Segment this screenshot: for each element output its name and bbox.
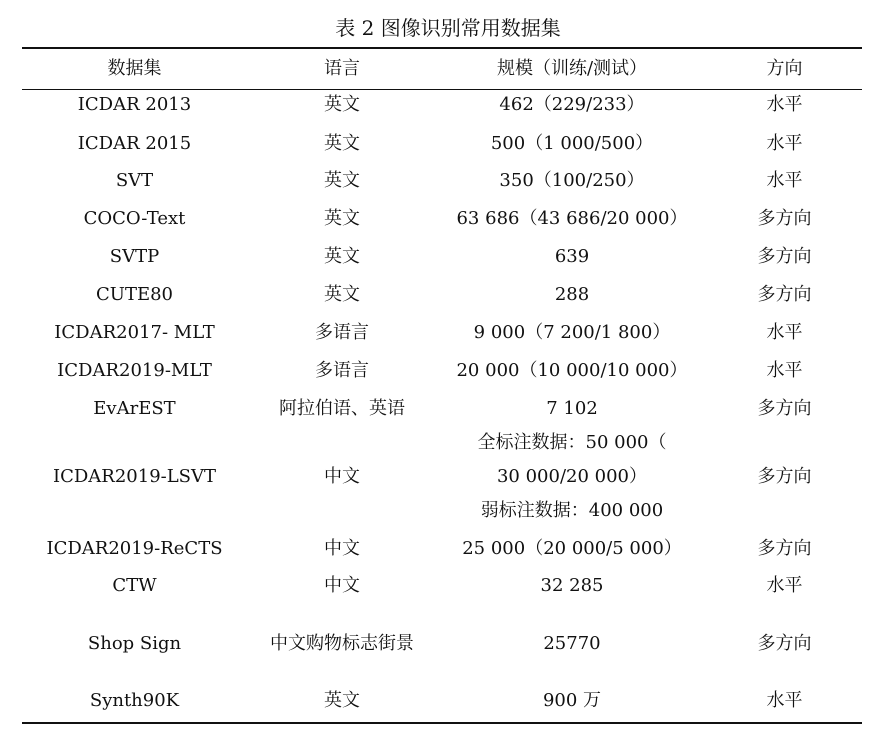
header-scale: 规模（训练/测试） (496, 58, 648, 79)
scale-line: 25770 (543, 633, 601, 654)
orientation-cell: 多方向 (757, 466, 812, 487)
header-dataset: 数据集 (107, 58, 162, 79)
language-cell: 多语言 (315, 321, 369, 343)
table-row (22, 390, 862, 427)
dataset-cell: CUTE80 (96, 283, 173, 305)
scale-cell (437, 680, 707, 721)
scale-cell (437, 352, 707, 389)
bottom-rule (22, 722, 862, 724)
language-cell: 英文 (324, 245, 360, 267)
table-row (22, 352, 862, 389)
table-row (22, 200, 862, 237)
scale-line: 弱标注数据：400 000 (480, 500, 664, 521)
scale-line: 30 000/20 000） (496, 466, 647, 487)
scale-line: 63 686（43 686/20 000） (456, 207, 688, 229)
scale-cell (437, 567, 707, 605)
language-cell: 英文 (324, 689, 360, 711)
orientation-cell: 水平 (766, 132, 803, 154)
dataset-cell: CTW (112, 575, 157, 596)
table-row (22, 567, 862, 605)
table-row (22, 163, 862, 199)
table-row (22, 680, 862, 721)
scale-cell (437, 87, 707, 123)
orientation-cell: 多方向 (757, 245, 812, 267)
orientation-cell: 水平 (766, 321, 803, 343)
dataset-cell: COCO-Text (83, 207, 186, 229)
orientation-cell: 多方向 (757, 397, 812, 419)
language-cell: 英文 (324, 283, 360, 305)
language-cell: 英文 (324, 170, 360, 191)
orientation-cell: 多方向 (757, 633, 812, 654)
table-row (22, 613, 862, 675)
scale-cell (437, 163, 707, 199)
dataset-cell: ICDAR2017- MLT (54, 321, 215, 343)
orientation-cell: 水平 (766, 359, 803, 381)
table-row (22, 125, 862, 162)
dataset-cell: SVTP (109, 245, 160, 267)
orientation-cell: 水平 (766, 575, 803, 596)
header-language: 语言 (324, 58, 360, 79)
dataset-cell: EvArEST (93, 397, 176, 419)
dataset-cell: ICDAR2019-LSVT (52, 466, 217, 487)
dataset-cell: Synth90K (89, 689, 180, 711)
language-cell: 英文 (324, 94, 360, 115)
orientation-cell: 水平 (766, 94, 803, 115)
scale-line: 20 000（10 000/10 000） (456, 359, 688, 381)
language-cell: 中文 (324, 575, 360, 596)
table-row (22, 276, 862, 313)
scale-cell (437, 276, 707, 313)
scale-cell (437, 390, 707, 427)
orientation-cell: 水平 (766, 689, 803, 711)
language-cell: 多语言 (315, 359, 369, 381)
dataset-cell: ICDAR 2013 (77, 94, 192, 115)
dataset-cell: Shop Sign (87, 633, 182, 654)
language-cell: 阿拉伯语、英语 (279, 397, 405, 419)
scale-cell (437, 125, 707, 162)
scale-line: 500（1 000/500） (490, 132, 654, 154)
orientation-cell: 多方向 (757, 537, 812, 559)
scale-cell (437, 531, 707, 566)
scale-cell (437, 200, 707, 237)
header-orientation: 方向 (766, 58, 803, 79)
scale-line: 全标注数据：50 000（ (477, 432, 667, 453)
scale-line: 288 (554, 283, 590, 305)
table-row (22, 531, 862, 566)
language-cell: 中文 (324, 537, 360, 559)
orientation-cell: 多方向 (757, 283, 812, 305)
header-row (22, 49, 862, 89)
scale-line: 25 000（20 000/5 000） (462, 537, 682, 559)
scale-cell (437, 613, 707, 675)
scale-line: 32 285 (540, 575, 604, 596)
scale-cell (437, 314, 707, 351)
language-cell: 英文 (324, 207, 360, 229)
scale-line: 639 (554, 245, 590, 267)
dataset-cell: SVT (115, 170, 154, 191)
scale-cell (437, 238, 707, 275)
scale-line: 900 万 (542, 689, 602, 711)
scale-line: 9 000（7 200/1 800） (473, 321, 671, 343)
dataset-cell: ICDAR2019-MLT (57, 359, 212, 381)
orientation-cell: 多方向 (757, 207, 812, 229)
scale-line: 350（100/250） (499, 170, 645, 191)
table-row (22, 425, 862, 529)
dataset-cell: ICDAR 2015 (77, 132, 192, 154)
scale-line: 7 102 (546, 397, 598, 419)
table-caption: 表 2 图像识别常用数据集 (335, 16, 561, 40)
language-cell: 中文 (324, 466, 360, 487)
table-row (22, 314, 862, 351)
scale-line: 462（229/233） (499, 94, 645, 115)
orientation-cell: 水平 (766, 170, 803, 191)
scale-cell (437, 425, 707, 529)
dataset-cell: ICDAR2019-ReCTS (46, 537, 223, 559)
language-cell: 英文 (324, 132, 360, 154)
language-cell: 中文购物标志街景 (270, 633, 414, 654)
table-row (22, 87, 862, 123)
table-row (22, 238, 862, 275)
